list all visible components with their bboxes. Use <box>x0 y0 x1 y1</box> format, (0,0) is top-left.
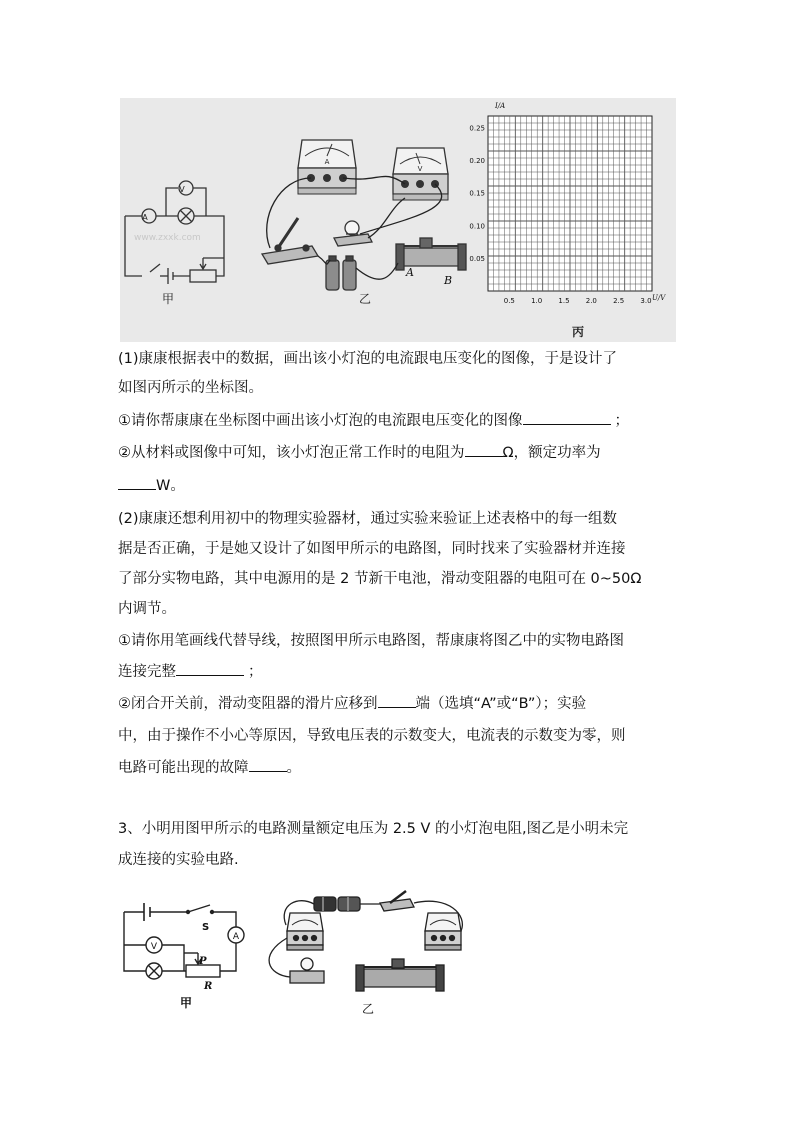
q2-sub1-answer-blank[interactable] <box>176 661 244 676</box>
q1-sub2 <box>118 439 678 468</box>
switch-device <box>262 218 318 264</box>
q2-sub2-line1 <box>118 690 678 719</box>
q1-intro-line2: 如图丙所示的坐标图。 <box>118 380 263 396</box>
switch-device-2 <box>380 891 414 911</box>
switch-label-s: S <box>202 922 210 933</box>
y-tick-label: 0.05 <box>469 254 485 263</box>
q1-power-blank[interactable] <box>118 475 156 490</box>
q3-line1: 3、小明用图甲所示的电路测量额定电压为 2.5 V 的小灯泡电阻,图乙是小明未完 <box>118 821 629 837</box>
q1-sub1-text: ①请你帮康康在坐标图中画出该小灯泡的电流跟电压变化的图像 <box>118 413 523 429</box>
figure-label-jia: 甲 <box>161 292 175 306</box>
ammeter-device-2 <box>287 913 323 950</box>
q1-sub1 <box>118 407 678 436</box>
q1-sub2-text-a: ②从材料或图像中可知，该小灯泡正常工作时的电阻为 <box>118 445 465 461</box>
q2-sub2-text-c: 电路可能出现的故障 <box>118 760 249 776</box>
q2-line1: (2)康康还想利用初中的物理实验器材，通过实验来验证上述表格中的每一组数 <box>118 511 618 527</box>
q2-sub2-end: 。 <box>286 760 301 776</box>
terminal-b-label: B <box>444 274 453 287</box>
battery-device-2 <box>314 897 360 911</box>
figure-2-svg <box>118 885 478 1020</box>
circuit-diagram-jia-2 <box>124 903 244 979</box>
x-tick-label: 3.0 <box>640 297 652 305</box>
q2-line4: 内调节。 <box>118 601 176 617</box>
voltmeter-device <box>393 148 448 200</box>
y-tick-label: 0.25 <box>469 124 485 133</box>
q2-sub2-line2: 中，由于操作不小心等原因，导致电压表的示数变大，电流表的示数变为零，则 <box>118 728 626 744</box>
figure-2-panel <box>118 885 478 1020</box>
y-tick-label: 0.20 <box>469 157 485 166</box>
q2-sub1-end: ； <box>248 664 263 680</box>
ammeter-device <box>298 140 356 194</box>
rheostat-device-2 <box>356 959 444 991</box>
q2-sub2-line3 <box>118 754 678 783</box>
q1-sub1-answer-blank[interactable] <box>523 410 611 425</box>
voltmeter-label: V <box>179 185 185 194</box>
figure-label-bing: 丙 <box>571 325 585 339</box>
q2-slider-end-blank[interactable] <box>378 693 416 708</box>
voltmeter-label-2: V <box>150 942 158 952</box>
q1-sub1-end: ； <box>614 413 629 429</box>
q2-sub1-line2 <box>118 658 678 687</box>
x-axis-label: U/V <box>652 294 666 302</box>
figure2-label-yi: 乙 <box>361 1002 375 1016</box>
apparatus-yi <box>262 140 466 290</box>
battery-device <box>326 256 356 290</box>
q1-intro-line1: (1)康康根据表中的数据，画出该小灯泡的电流跟电压变化的图像，于是设计了 <box>118 351 618 367</box>
q2-fault-blank[interactable] <box>249 757 287 772</box>
ammeter-label: A <box>142 213 148 222</box>
watermark-text: www.zxxk.com <box>134 233 201 243</box>
figure-label-yi: 乙 <box>358 292 372 306</box>
x-tick-label: 0.5 <box>503 297 515 305</box>
y-tick-label: 0.10 <box>469 222 485 231</box>
q3-line2: 成连接的实验电路. <box>118 852 239 868</box>
x-tick-label: 2.5 <box>613 297 625 305</box>
lamp-holder-device-2 <box>290 958 324 983</box>
rheostat-label-r: R <box>204 981 213 992</box>
figure-1-panel <box>120 98 676 342</box>
q2-sub1-text: 连接完整 <box>118 664 176 680</box>
y-tick-label: 0.15 <box>469 189 485 198</box>
ammeter-device-label: A <box>324 158 330 166</box>
x-tick-label: 1.0 <box>531 297 543 305</box>
q1-sub2-unit: W。 <box>156 478 185 494</box>
q1-resistance-blank[interactable] <box>465 442 503 457</box>
q1-sub2-line2 <box>118 472 678 501</box>
rheostat-symbol <box>190 270 216 282</box>
terminal-a-label: A <box>406 266 414 279</box>
figure2-label-jia: 甲 <box>179 996 193 1010</box>
q2-sub1-line1: ①请你用笔画线代替导线，按照图甲所示电路图，帮康康将图乙中的实物电路图 <box>118 633 624 649</box>
voltmeter-device-label: V <box>417 165 423 173</box>
q2-line2: 据是否正确，于是她又设计了如图甲所示的电路图，同时找来了实验器材并连接 <box>118 541 626 557</box>
x-tick-label: 2.0 <box>585 297 597 305</box>
x-tick-label: 1.5 <box>558 297 570 305</box>
voltmeter-device-2 <box>425 913 461 950</box>
q2-sub2-text-b: 端（选填“A”或“B”）；实验 <box>415 696 587 712</box>
q1-sub2-text-b: Ω，额定功率为 <box>502 445 601 461</box>
q2-line3: 了部分实物电路，其中电源用的是 2 节新干电池，滑动变阻器的电阻可在 0~50Ω <box>118 571 642 587</box>
iu-graph <box>469 116 652 305</box>
slider-arrow <box>200 258 206 269</box>
slider-label-p: P <box>199 956 207 967</box>
figure-1-svg <box>120 98 676 342</box>
q2-sub2-text-a: ②闭合开关前，滑动变阻器的滑片应移到 <box>118 696 378 712</box>
ammeter-label-2: A <box>232 932 240 942</box>
apparatus-yi-2 <box>269 891 462 991</box>
y-axis-label: I/A <box>495 102 506 110</box>
lamp-holder-device <box>334 221 372 246</box>
